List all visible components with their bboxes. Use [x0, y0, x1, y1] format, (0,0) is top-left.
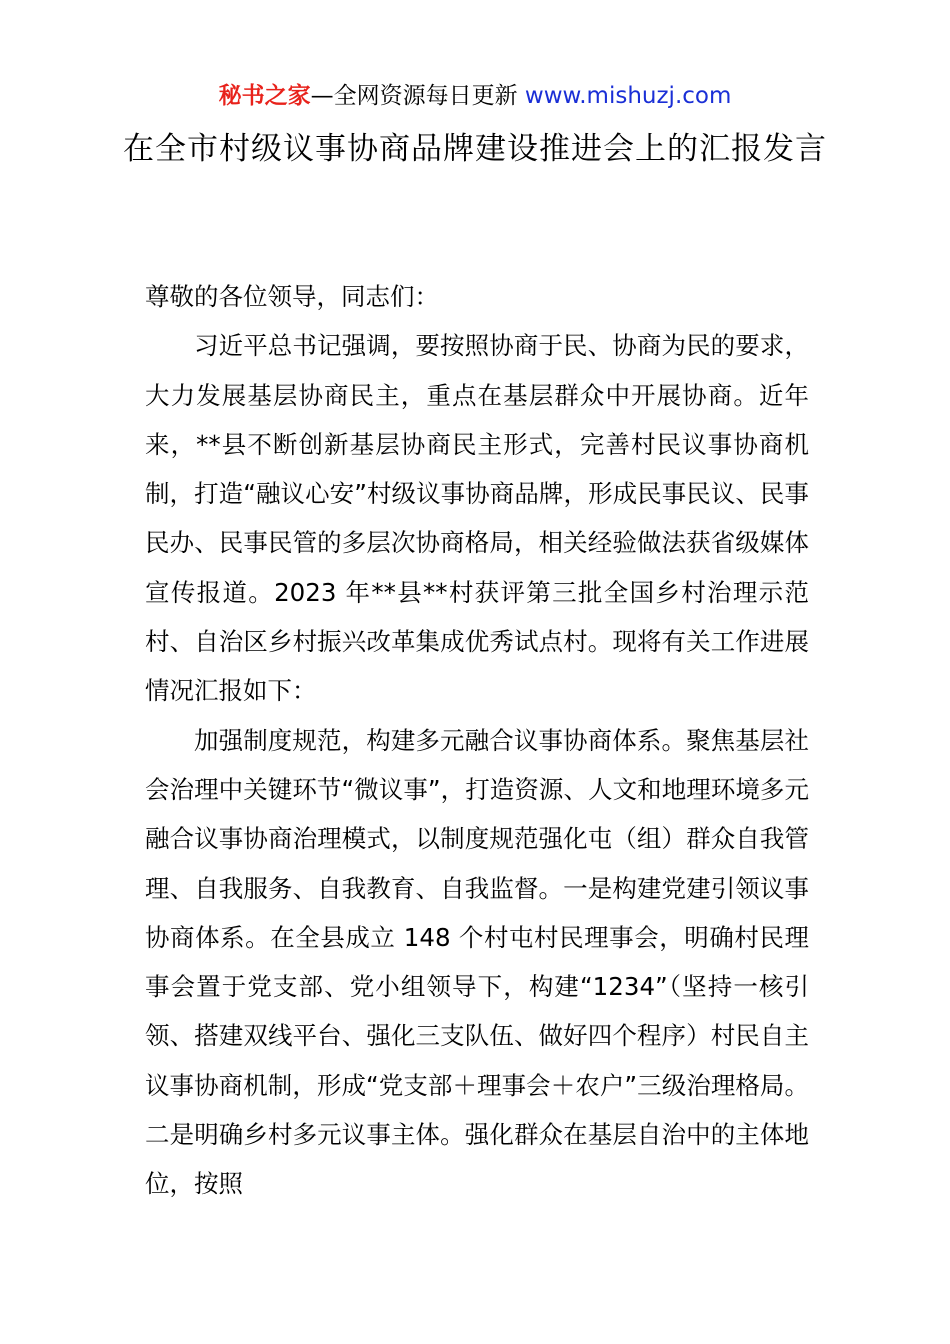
document-body — [145, 272, 809, 1209]
salutation: 尊敬的各位领导，同志们： — [145, 282, 439, 311]
site-brand: 秘书之家 — [218, 83, 311, 109]
document-title: 在全市村级议事协商品牌建设推进会上的汇报发言 — [123, 131, 827, 167]
site-url-link[interactable]: www.mishuzj.com — [524, 83, 732, 109]
body-paragraph-1: 习近平总书记强调，要按照协商于民、协商为民的要求，大力发展基层协商民主，重点在基层群众中开展协商。近年来，**县不断创新基层协商民主形式，完善村民议事协商机制，打造“融议心安”村级议事协商品牌，形成民事民议、民事民办、民事民管的多层次协商格局，相关经验做法获省级媒体宣传报道。2023 年**县**村获评第三批全国乡村治理示范村、自治区乡村振兴改革集成优秀试点村。现将有关工作进展情况汇报如下： — [145, 331, 809, 706]
site-header — [0, 78, 950, 114]
site-tagline: —全网资源每日更新 — [310, 83, 518, 109]
body-paragraph-2: 加强制度规范，构建多元融合议事协商体系。聚焦基层社会治理中关键环节“微议事”，打造资源、人文和地理环境多元融合议事协商治理模式，以制度规范强化屯（组）群众自我管理、自我服务、自我教育、自我监督。一是构建党建引领议事协商体系。在全县成立 148 个村屯村民理事会，明确村民理事会置于党支部、党小组领导下，构建“1234”（坚持一核引领、搭建双线平台、强化三支队伍、做好四个程序）村民自主议事协商机制，形成“党支部＋理事会＋农户”三级治理格局。二是明确乡村多元议事主体。强化群众在基层自治中的主体地位，按照 — [145, 725, 809, 1199]
